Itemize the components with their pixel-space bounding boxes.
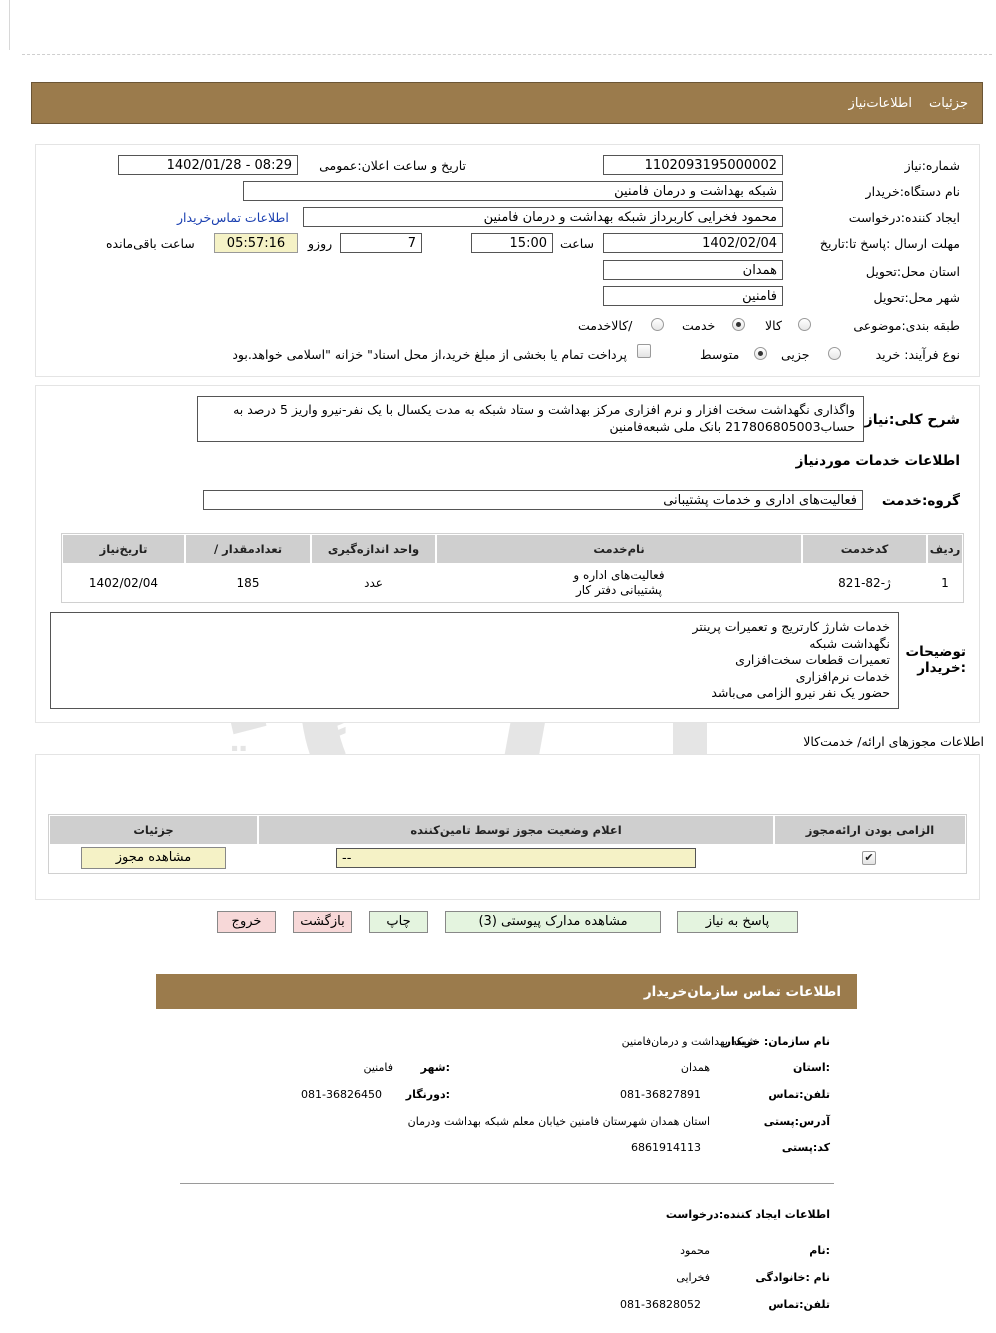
attachments-button[interactable]: مشاهده مدارک پیوستی (3)	[445, 911, 661, 933]
remaining-time-field: 05:57:16	[214, 233, 298, 253]
description-label: شرح کلی:نیاز	[864, 412, 960, 428]
creator-name-value: محمود	[680, 1244, 710, 1257]
col-name-header: نام‌خدمت	[436, 534, 802, 564]
contact-title: اطلاعات تماس سازمان‌خریدار	[643, 984, 841, 1000]
reply-button[interactable]: پاسخ به نیاز	[677, 911, 798, 933]
phone-value: 081-36827891	[620, 1088, 701, 1101]
category-label: طبقه بندی:موضوعی	[853, 318, 960, 333]
province-field[interactable]: همدان	[603, 260, 783, 280]
phone-label: تلفن:تماس	[768, 1088, 830, 1101]
deadline-label: مهلت ارسال :پاسخ تا:تاریخ	[819, 236, 960, 251]
process-medium-label: متوسط	[700, 347, 740, 362]
postal-label: کد:پستی	[781, 1141, 830, 1154]
col-unit-header: واحد اندازه‌گیری	[311, 534, 436, 564]
cell-date: 1402/02/04	[88, 576, 159, 590]
city-label: شهر محل:تحویل	[873, 290, 960, 305]
cell-code: ژ-82-821	[838, 576, 891, 590]
back-button[interactable]: بازگشت	[293, 911, 352, 933]
note-line: خدمات شارژ کارتریج و تعمیرات پرینتر	[692, 619, 890, 634]
print-button[interactable]: چاپ	[369, 911, 428, 933]
permits-title: اطلاعات مجوزهای ارائه/ خدمت‌کالا	[803, 734, 984, 749]
process-minor-label: جزیی	[781, 347, 810, 362]
days-field[interactable]: 7	[340, 233, 422, 253]
cell-qty: 185	[236, 576, 260, 590]
buyer-org-label: نام دستگاه:خریدار	[865, 184, 960, 199]
announce-datetime-field[interactable]: 1402/01/28 - 08:29	[118, 155, 298, 175]
tab-need-info[interactable]: اطلاعات‌نیاز	[848, 96, 912, 111]
category-service-radio[interactable]	[732, 318, 745, 331]
col-permit-required-header: الزامی بودن ارائه‌مجوز	[774, 815, 966, 845]
creator-name-label: :نام	[809, 1244, 830, 1257]
org-label: نام سازمان: خریدار	[724, 1035, 830, 1048]
note-line: خدمات نرم‌افزاری	[795, 668, 890, 684]
remaining-label: ساعت باقی‌مانده	[106, 236, 195, 251]
address-value: استان همدان شهرستان فامنین خیابان معلم شبکه بهداشت ودرمان	[407, 1115, 710, 1128]
col-date-header: تاریخ‌نیاز	[62, 534, 185, 564]
need-number-label: شماره:نیاز	[904, 158, 960, 173]
tab-details[interactable]: جزئیات	[929, 96, 968, 111]
city-field[interactable]: فامنین	[603, 286, 783, 306]
cell-name: فعالیت‌های اداره و پشتیبانی دفتر کار	[573, 568, 665, 597]
need-number-field[interactable]: 1102093195000002	[603, 155, 783, 175]
treasury-payment-checkbox[interactable]	[637, 344, 651, 358]
fax-value: 081-36826450	[301, 1088, 382, 1101]
postal-value: 6861914113	[631, 1141, 701, 1154]
province-contact-value: همدان	[680, 1061, 710, 1074]
creator-phone-label: تلفن:تماس	[768, 1298, 830, 1311]
col-permit-status-header: اعلام وضعیت مجوز توسط تامین‌کننده	[258, 815, 774, 845]
category-goods-service-label: /کالاخدمت	[578, 318, 633, 333]
category-service-label: خدمت	[682, 318, 716, 333]
cell-row: 1	[941, 576, 949, 590]
process-label: نوع فرآیند: خرید	[875, 347, 960, 362]
col-permit-details-header: جزئیات	[49, 815, 258, 845]
days-label: روزو	[308, 236, 333, 251]
col-qty-header: / تعدادمقدار	[185, 534, 311, 564]
services-table	[61, 533, 964, 603]
province-contact-label: :استان	[793, 1061, 830, 1074]
city-contact-value: فامنین	[363, 1061, 393, 1074]
category-goods-service-radio[interactable]	[651, 318, 664, 331]
need-info-panel	[35, 144, 980, 377]
buyer-contact-link[interactable]: اطلاعات تماس‌خریدار	[177, 210, 289, 225]
permits-table	[48, 814, 967, 874]
category-goods-label: کالا	[765, 318, 782, 333]
process-medium-radio[interactable]	[754, 347, 767, 360]
creator-family-label: نام :خانوادگی	[755, 1271, 830, 1284]
services-section-title: اطلاعات خدمات موردنیاز	[795, 453, 960, 469]
permit-status-field[interactable]: --	[336, 848, 696, 868]
cell-unit: عدد	[364, 576, 383, 590]
creator-family-value: فخرایی	[676, 1271, 710, 1284]
announce-label: تاریخ و ساعت اعلان:عمومی	[319, 158, 466, 173]
creator-label: ایجاد کننده:درخواست	[848, 210, 960, 225]
treasury-payment-label: پرداخت تمام یا بخشی از مبلغ خرید،از محل اسناد" خزانه "اسلامی خواهد.بود	[232, 347, 627, 362]
contact-header-bar	[156, 974, 857, 1009]
address-label: آدرس:پستی	[763, 1115, 830, 1128]
creator-phone-value: 081-36828052	[620, 1298, 701, 1311]
service-group-label: گروه:خدمت	[881, 493, 960, 509]
buyer-org-field[interactable]: شبکه بهداشت و درمان فامنین	[243, 181, 783, 201]
process-minor-radio[interactable]	[828, 347, 841, 360]
city-contact-label: :شهر	[420, 1061, 450, 1074]
note-line: تعمیرات قطعات سخت‌افزاری	[735, 652, 890, 667]
buyer-notes-box	[50, 612, 899, 709]
table-row[interactable]	[62, 564, 963, 602]
contact-divider	[180, 1183, 834, 1184]
description-text: واگذاری نگهداشت سخت افزار و نرم افزاری مرکز بهداشت و ستاد شبکه به مدت یکسال با یک نفر-نیرو واریز 5 درصد به حساب217806805003 بانک ملی شبعه‌فامنین	[197, 396, 864, 442]
exit-button[interactable]: خروج	[217, 911, 276, 933]
creator-info-title: اطلاعات ایجاد کننده:درخواست	[665, 1208, 830, 1221]
header-bar	[31, 82, 983, 124]
category-goods-radio[interactable]	[798, 318, 811, 331]
fax-label: :دورنگار	[405, 1088, 450, 1101]
permit-required-checkbox: ✔	[862, 851, 876, 865]
col-row-header: ردیف	[927, 534, 963, 564]
page-left-border	[9, 0, 10, 50]
creator-field[interactable]: محمود فخرایی کاربرداز شبکه بهداشت و درمان فامنین	[303, 207, 783, 227]
deadline-time-field[interactable]: 15:00	[471, 233, 553, 253]
note-line: نگهداشت شبکه	[809, 635, 890, 651]
note-line: حضور یک نفر نیرو الزامی می‌باشد	[711, 685, 890, 700]
province-label: استان محل:تحویل	[865, 264, 960, 279]
deadline-date-field[interactable]: 1402/02/04	[603, 233, 783, 253]
service-group-field[interactable]: فعالیت‌های اداری و خدمات پشتیبانی	[203, 490, 863, 510]
col-code-header: کدخدمت	[802, 534, 927, 564]
deadline-time-label: ساعت	[560, 236, 595, 251]
org-value: شبکه بهداشت و درمان‌فامنین	[621, 1035, 756, 1048]
buyer-notes-label: توضیحات :خریدار	[905, 644, 966, 676]
top-divider	[22, 54, 992, 55]
view-permit-button[interactable]: مشاهده مجوز	[81, 847, 226, 869]
